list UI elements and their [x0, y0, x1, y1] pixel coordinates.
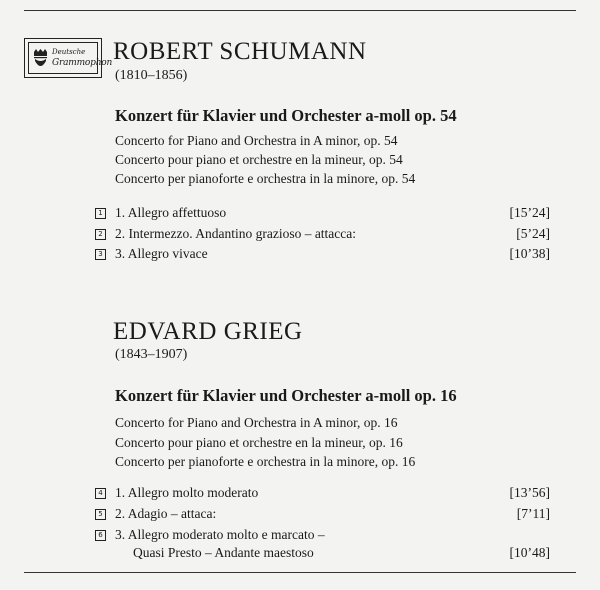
- bottom-rule: [24, 572, 576, 573]
- track-duration: [5’24]: [516, 226, 550, 241]
- track-title-continuation: Quasi Presto – Andante maestoso: [133, 545, 314, 560]
- track-row: [95, 204, 550, 222]
- track-row: [95, 245, 550, 263]
- work-translation-fr: Concerto pour piano et orchestre en la mineur, op. 16: [115, 435, 403, 450]
- work-translation-it: Concerto per pianoforte e orchestra in la minore, op. 16: [115, 454, 416, 469]
- track-number-box: 6: [95, 530, 106, 541]
- track-duration: [10’48]: [509, 545, 550, 560]
- composer-dates: (1843–1907): [115, 347, 188, 362]
- work-title: Konzert für Klavier und Orchester a-moll op. 16: [115, 386, 457, 405]
- track-number-box: 3: [95, 249, 106, 260]
- track-duration: [10’38]: [509, 246, 550, 261]
- composer-name: EDVARD GRIEG: [113, 318, 303, 345]
- track-row: [95, 484, 550, 502]
- composer-dates: (1810–1856): [115, 68, 188, 83]
- label-logo: [24, 38, 113, 78]
- track-number-box: 5: [95, 509, 106, 520]
- track-title: 1. Allegro molto moderato: [115, 485, 259, 500]
- track-row: [95, 225, 550, 243]
- track-duration: [7’11]: [516, 506, 550, 521]
- composer-name: ROBERT SCHUMANN: [113, 38, 367, 65]
- track-title: 3. Allegro moderato molto e marcato –: [115, 527, 325, 542]
- track-title: 1. Allegro affettuoso: [115, 205, 227, 220]
- work-translation-it: Concerto per pianoforte e orchestra in la minore, op. 54: [115, 171, 416, 186]
- track-title: 3. Allegro vivace: [115, 246, 208, 261]
- track-row-continuation: [95, 544, 550, 562]
- track-title: 2. Adagio – attaca:: [115, 506, 217, 521]
- logo-line1: Deutsche: [52, 48, 86, 56]
- track-number-box: 1: [95, 208, 106, 219]
- logo-frame: [28, 42, 113, 74]
- work-translation-fr: Concerto pour piano et orchestre en la mineur, op. 54: [115, 152, 403, 167]
- work-translation-en: Concerto for Piano and Orchestra in A minor, op. 54: [115, 133, 398, 148]
- track-number-box: 2: [95, 229, 106, 240]
- track-duration: [13’56]: [509, 485, 550, 500]
- track-row: [95, 526, 550, 544]
- logo-line2: Grammophon: [52, 58, 113, 68]
- crown-tulip-icon: [33, 49, 48, 71]
- work-translation-en: Concerto for Piano and Orchestra in A minor, op. 16: [115, 415, 398, 430]
- track-row: [95, 505, 550, 523]
- track-title: 2. Intermezzo. Andantino grazioso – attacca:: [115, 226, 357, 241]
- work-title: Konzert für Klavier und Orchester a-moll op. 54: [115, 106, 457, 125]
- track-duration: [15’24]: [509, 205, 550, 220]
- track-number-box: 4: [95, 488, 106, 499]
- top-rule: [24, 10, 576, 11]
